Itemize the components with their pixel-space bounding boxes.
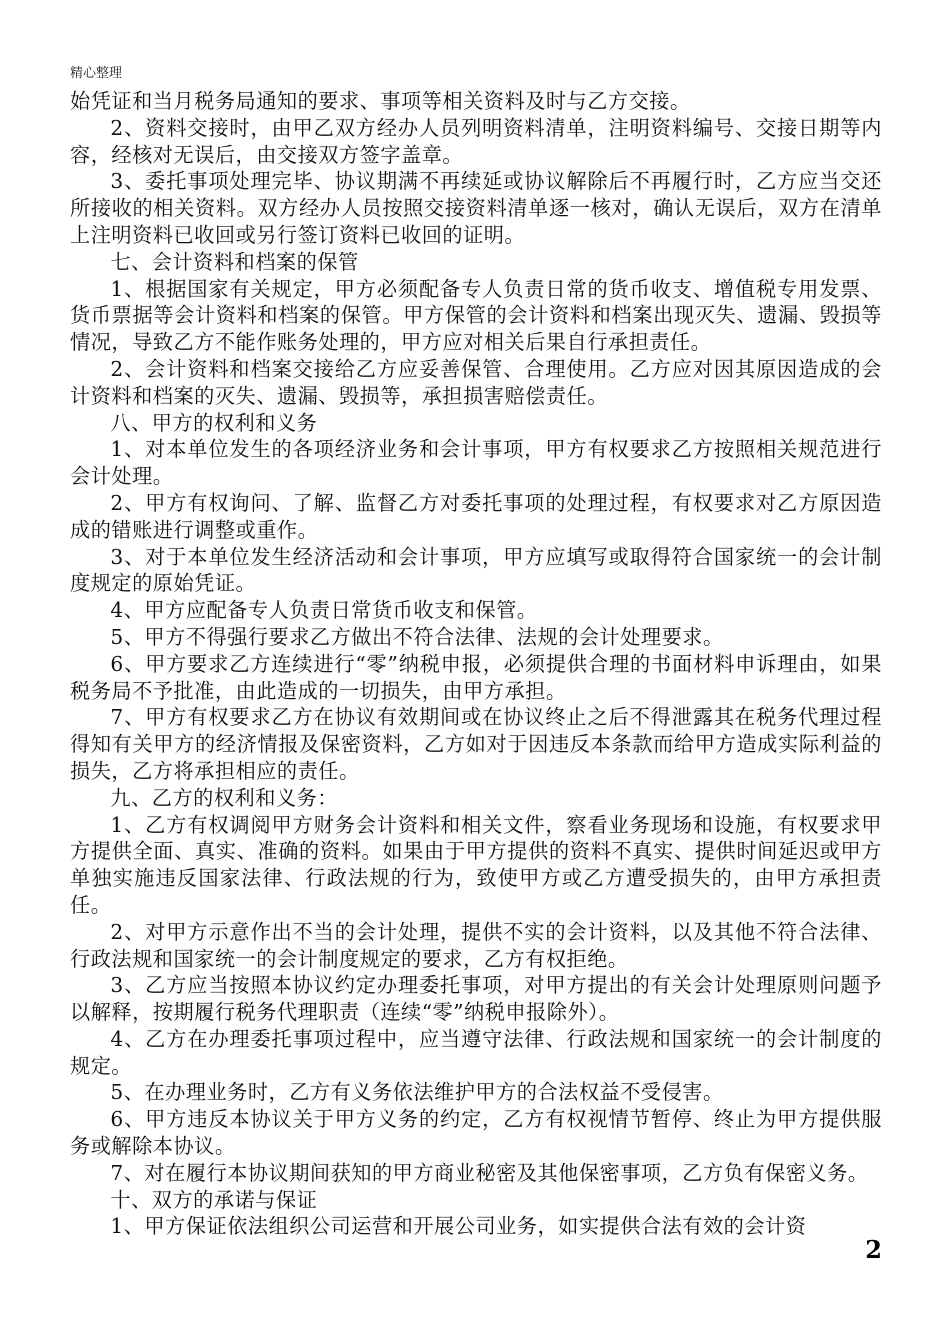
page-number: 2 (865, 1235, 882, 1264)
paragraph: 6、甲方违反本协议关于甲方义务的约定，乙方有权视情节暂停、终止为甲方提供服务或解除本协议。 (70, 1107, 882, 1159)
paragraph: 八、甲方的权利和义务 (110, 410, 318, 435)
paragraph: 3、对于本单位发生经济活动和会计事项，甲方应填写或取得符合国家统一的会计制度规定的原始凭证。 (70, 544, 882, 596)
paragraph: 2、甲方有权询问、了解、监督乙方对委托事项的处理过程，有权要求对乙方原因造成的错账进行调整或重作。 (70, 490, 882, 542)
paragraph: 7、甲方有权要求乙方在协议有效期间或在协议终止之后不得泄露其在税务代理过程得知有关甲方的经济情报及保密资料，乙方如对于因违反本条款而给甲方造成实际利益的损失，乙方将承担相应的责任。 (70, 705, 882, 783)
paragraph: 5、在办理业务时，乙方有义务依法维护甲方的合法权益不受侵害。 (110, 1080, 724, 1105)
paragraph: 1、甲方保证依法组织公司运营和开展公司业务，如实提供合法有效的会计资 (110, 1214, 807, 1239)
paragraph: 3、乙方应当按照本协议约定办理委托事项，对甲方提出的有关会计处理原则问题予以解释，按期履行税务代理职责（连续“零”纳税申报除外）。 (70, 973, 882, 1025)
paragraph: 5、甲方不得强行要求乙方做出不符合法律、法规的会计处理要求。 (110, 624, 724, 649)
paragraph: 始凭证和当月税务局通知的要求、事项等相关资料及时与乙方交接。 (70, 89, 691, 113)
paragraph: 十、双方的承诺与保证 (110, 1187, 318, 1212)
paragraph: 1、根据国家有关规定，甲方必须配备专人负责日常的货币收支、增值税专用发票、货币票据等会计资料和档案的保管。甲方保管的会计资料和档案出现灭失、遗漏、毁损等情况，导致乙方不能作账务处理的，甲方应对相关后果自行承担责任。 (70, 276, 882, 355)
paragraph: 4、甲方应配备专人负责日常货币收支和保管。 (110, 598, 538, 623)
paragraph: 6、甲方要求乙方连续进行“零”纳税申报，必须提供合理的书面材料申诉理由，如果税务局不予批准，由此造成的一切损失，由甲方承担。 (70, 651, 882, 703)
paragraph: 4、乙方在办理委托事项过程中，应当遵守法律、行政法规和国家统一的会计制度的规定。 (70, 1026, 882, 1078)
page-header: 精心整理 (70, 66, 123, 81)
paragraph: 2、会计资料和档案交接给乙方应妥善保管、合理使用。乙方应对因其原因造成的会计资料和档案的灭失、遗漏、毁损等，承担损害赔偿责任。 (70, 356, 882, 408)
paragraph: 1、对本单位发生的各项经济业务和会计事项，甲方有权要求乙方按照相关规范进行会计处理。 (70, 437, 882, 489)
paragraph: 七、会计资料和档案的保管 (110, 249, 359, 274)
paragraph: 7、对在履行本协议期间获知的甲方商业秘密及其他保密事项，乙方负有保密义务。 (110, 1160, 869, 1185)
paragraph: 2、资料交接时，由甲乙双方经办人员列明资料清单，注明资料编号、交接日期等内容，经核对无误后，由交接双方签字盖章。 (70, 115, 882, 167)
document-body (70, 88, 882, 1240)
paragraph: 3、委托事项处理完毕、协议期满不再续延或协议解除后不再履行时，乙方应当交还所接收的相关资料。双方经办人员按照交接资料清单逐一核对，确认无误后，双方在清单上注明资料已收回或另行签订资料已收回的证明。 (70, 169, 882, 247)
paragraph: 1、乙方有权调阅甲方财务会计资料和相关文件，察看业务现场和设施，有权要求甲方提供全面、真实、准确的资料。如果由于甲方提供的资料不真实、提供时间延迟或甲方单独实施违反国家法律、行政法规的行为，致使甲方或乙方遭受损失的，由甲方承担责任。 (70, 812, 882, 917)
paragraph: 2、对甲方示意作出不当的会计处理，提供不实的会计资料，以及其他不符合法律、行政法规和国家统一的会计制度规定的要求，乙方有权拒绝。 (70, 919, 882, 971)
paragraph: 九、乙方的权利和义务： (110, 785, 338, 810)
